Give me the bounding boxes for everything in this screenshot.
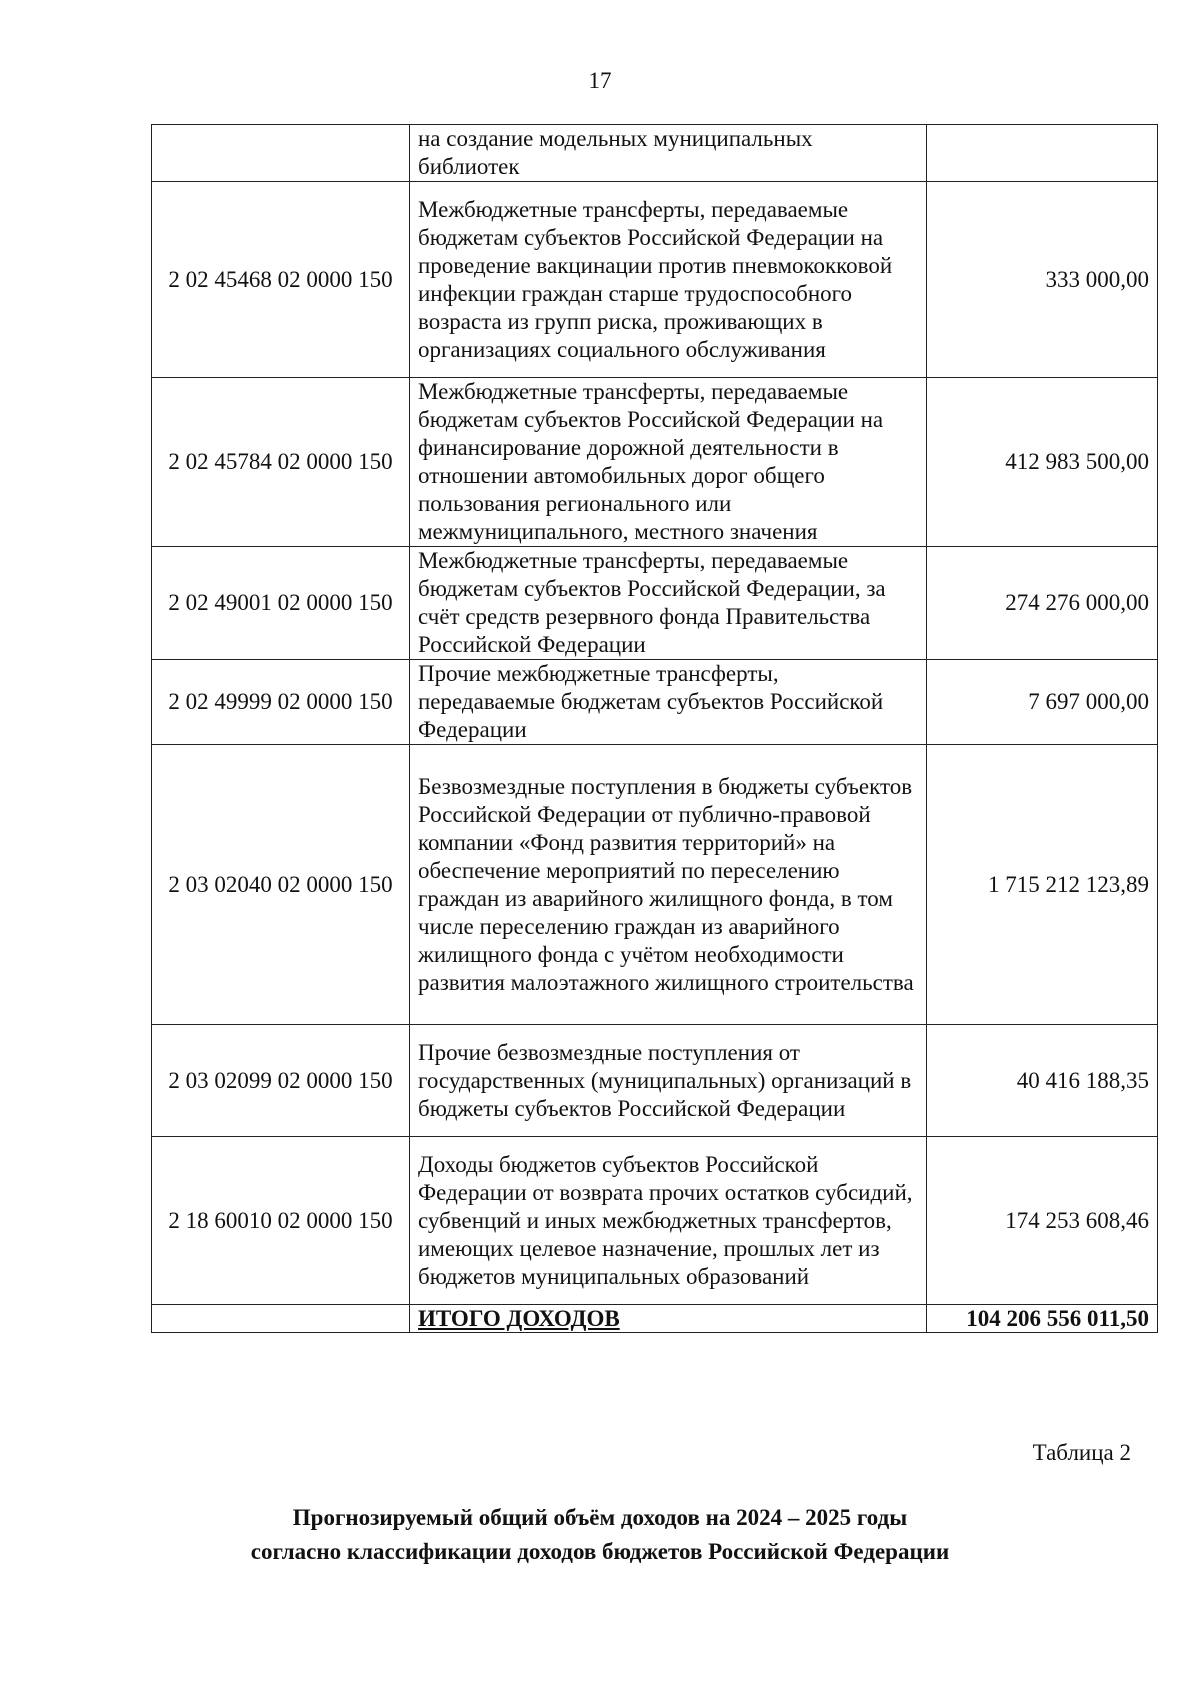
table-row (152, 378, 1158, 547)
row-code: 2 18 60010 02 0000 150 (152, 1137, 410, 1305)
row-code: 2 03 02099 02 0000 150 (152, 1025, 410, 1137)
table-row (152, 1025, 1158, 1137)
revenue-table (151, 124, 1158, 1333)
row-amount: 1 715 212 123,89 (927, 745, 1158, 1025)
row-name: Межбюджетные трансферты, передаваемые бюджетам субъектов Российской Федерации на проведение вакцинации против пневмококковой инфекции граждан старше трудоспособного возраста из групп риска, проживающих в организациях социального обслуживания (410, 182, 927, 378)
row-amount: 274 276 000,00 (927, 547, 1158, 660)
row-code: 2 02 49001 02 0000 150 (152, 547, 410, 660)
row-name: Межбюджетные трансферты, передаваемые бюджетам субъектов Российской Федерации на финансирование дорожной деятельности в отношении автомобильных дорог общего пользования регионального или межмуниципального, местного значения (410, 378, 927, 547)
row-amount: 333 000,00 (927, 182, 1158, 378)
total-row (152, 1305, 1158, 1333)
total-code (152, 1305, 410, 1333)
document-title-line-2: согласно классификации доходов бюджетов Российской Федерации (250, 1539, 950, 1564)
row-code: 2 02 45468 02 0000 150 (152, 182, 410, 378)
row-name: Доходы бюджетов субъектов Российской Федерации от возврата прочих остатков субсидий, субвенций и иных межбюджетных трансфертов, имеющих целевое назначение, прошлых лет из бюджетов муниципальных образований (410, 1137, 927, 1305)
page-number: 17 (588, 68, 612, 93)
table-caption: Таблица 2 (1032, 1440, 1131, 1465)
table-row (152, 182, 1158, 378)
table-row (152, 125, 1158, 182)
row-code: 2 02 45784 02 0000 150 (152, 378, 410, 547)
row-name: на создание модельных муниципальных библиотек (410, 125, 927, 182)
total-amount: 104 206 556 011,50 (927, 1305, 1158, 1333)
table-row (152, 547, 1158, 660)
table-row (152, 660, 1158, 745)
row-amount (927, 125, 1158, 182)
row-name: Прочие безвозмездные поступления от государственных (муниципальных) организаций в бюджеты субъектов Российской Федерации (410, 1025, 927, 1137)
table-row (152, 745, 1158, 1025)
row-code: 2 02 49999 02 0000 150 (152, 660, 410, 745)
total-label: ИТОГО ДОХОДОВ (410, 1305, 927, 1333)
row-amount: 40 416 188,35 (927, 1025, 1158, 1137)
row-code: 2 03 02040 02 0000 150 (152, 745, 410, 1025)
table-row (152, 1137, 1158, 1305)
row-amount: 7 697 000,00 (927, 660, 1158, 745)
row-code (152, 125, 410, 182)
row-amount: 174 253 608,46 (927, 1137, 1158, 1305)
document-title (0, 1501, 1200, 1569)
row-name: Межбюджетные трансферты, передаваемые бюджетам субъектов Российской Федерации, за счёт средств резервного фонда Правительства Российской Федерации (410, 547, 927, 660)
document-title-line-1: Прогнозируемый общий объём доходов на 2024 – 2025 годы (292, 1505, 908, 1530)
row-amount: 412 983 500,00 (927, 378, 1158, 547)
row-name: Прочие межбюджетные трансферты, передаваемые бюджетам субъектов Российской Федерации (410, 660, 927, 745)
row-name: Безвозмездные поступления в бюджеты субъектов Российской Федерации от публично-правовой компании «Фонд развития территорий» на обеспечение мероприятий по переселению граждан из аварийного жилищного фонда, в том числе переселению граждан из аварийного жилищного фонда с учётом необходимости развития малоэтажного жилищного строительства (410, 745, 927, 1025)
